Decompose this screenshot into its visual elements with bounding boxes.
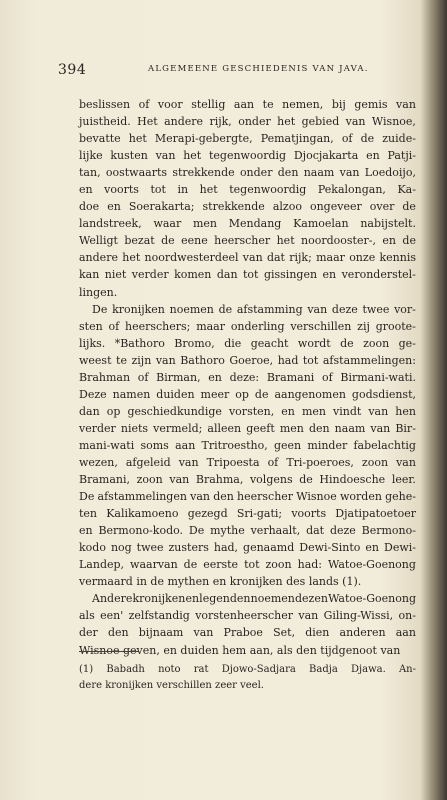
text-line: Andere kronijken en legenden noemen dezen Watoe-Goenong (92, 592, 416, 606)
text-line: De afstammelingen van den heerscher Wisnoe worden gehe- (79, 490, 416, 504)
text-line: sten of heerschers; maar onderling verschillen zij groote- (79, 319, 416, 333)
text-line: landstreek, waar men Mendang Kamoelan nabijstelt. (79, 217, 416, 231)
text-line: weest te zijn van Bathoro Goeroe, had tot afstammelingen: (79, 353, 416, 367)
text-line: juistheid. Het andere rijk, onder het gebied van Wisnoe, (79, 115, 416, 129)
text-line: Brahman of Birman, en deze: Bramani of Birmani-wati. (79, 370, 416, 384)
text-line: kan niet verder komen dan tot gissingen en veronderstel- (79, 268, 416, 282)
text-line: Wisnoe geven, en duiden hem aan, als den tijdgenoot van (79, 643, 401, 657)
text-line: Landep, waarvan de eerste tot zoon had: Watoe-Goenong (79, 558, 416, 572)
body-text (79, 96, 416, 659)
text-line: (1) Babadh noto rat Djowo-Sadjara Badja Djawa. An- (79, 664, 416, 675)
footnote (79, 662, 416, 693)
text-line: bevatte het Merapi-gebergte, Pematjingan, of de zuide- (79, 132, 416, 146)
text-line: mani-wati soms aan Tritroestho, geen minder fabelachtig (79, 438, 416, 452)
text-line: en voorts tot in het tegenwoordig Pekalongan, Ka- (79, 183, 416, 197)
text-line: andere het noordwesterdeel van dat rijk; maar onze kennis (79, 251, 416, 265)
text-line: vermaard in de mythen en kronijken des lands (1). (79, 575, 362, 589)
text-line: verder niets vermeld; alleen geeft men den naam van Bir- (79, 421, 416, 435)
text-line: De kronijken noemen de afstamming van deze twee vor- (92, 302, 416, 316)
running-title: ALGEMEENE GESCHIEDENIS VAN JAVA. (148, 64, 369, 74)
text-line: der den bijnaam van Praboe Set, dien anderen aan (79, 626, 416, 640)
footnote-rule (79, 651, 139, 652)
text-line: lijke kusten van het tegenwoordig Djocjakarta en Patji- (79, 149, 416, 163)
text-line: kodo nog twee zusters had, genaamd Dewi-Sinto en Dewi- (79, 541, 416, 555)
text-line: Bramani, zoon van Brahma, volgens de Hindoesche leer. (79, 473, 416, 487)
text-line: beslissen of voor stellig aan te nemen, bij gemis van (79, 98, 416, 111)
text-line: lijks. *Bathoro Bromo, die geacht wordt de zoon ge- (79, 336, 416, 350)
text-line: doe en Soerakarta; strekkende alzoo ongeveer over de (79, 200, 416, 214)
text-line: lingen. (79, 285, 118, 299)
page-number: 394 (58, 62, 87, 78)
text-line: tan, oostwaarts strekkende onder den naam van Loedoijo, (79, 166, 416, 180)
text-line: als een' zelfstandig vorstenheerscher van Giling-Wissi, on- (79, 609, 416, 623)
text-line: dan op geschiedkundige vorsten, en men vindt van hen (79, 404, 416, 418)
text-line: dere kronijken verschillen zeer veel. (79, 679, 264, 691)
text-line: ten Kalikamoeno gezegd Sri-gati; voorts Djatipatoetoer (79, 507, 416, 521)
text-line: wezen, afgeleid van Tripoesta of Tri-poeroes, zoon van (79, 455, 416, 469)
text-line: Welligt bezat de eene heerscher het noordooster-, en de (79, 234, 416, 248)
text-line: Deze namen duiden meer op de aangenomen godsdienst, (79, 387, 416, 401)
text-line: en Bermono-kodo. De mythe verhaalt, dat deze Bermono- (79, 524, 416, 538)
page-header (0, 62, 447, 78)
